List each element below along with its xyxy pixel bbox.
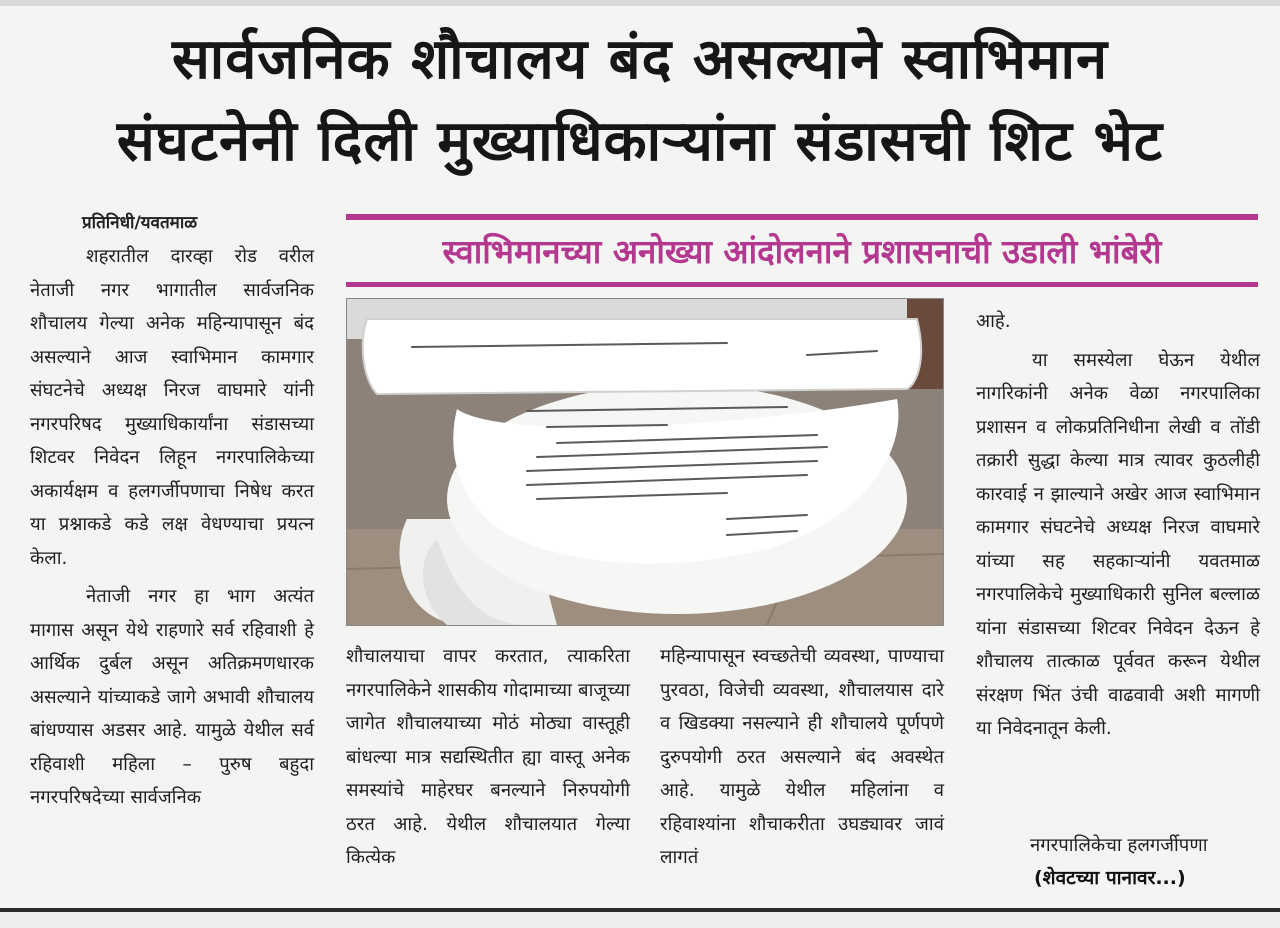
toilet-seat-illustration [347,299,943,625]
column-1-paragraph-2: नेताजी नगर हा भाग अत्यंत मागास असून येथे राहणारे सर्व रहिवाशी हे आर्थिक दुर्बल असून अतिक्रमणधारक असल्याने यांच्याकडे जागे अभावी शौचालय बांधण्यास अडसर आहे. यामुळे येथील सर्व रहिवाशी महिला – पुरुष बहुदा नगरपरिषदेच्या सार्वजनिक [30,586,314,808]
headline-line-2: संघटनेनी दिली मुख्याधिकाऱ्यांना संडासची शिट भेट [116,109,1164,174]
subheadline-top-rule [346,214,1258,220]
byline: प्रतिनिधी/यवतमाळ [82,213,198,233]
headline-line-1: सार्वजनिक शौचालय बंद असल्याने स्वाभिमान [171,27,1109,92]
continued-on-last-page: (शेवटच्या पानावर...) [1034,867,1186,889]
bottom-margin [0,912,1280,928]
subheadline-bottom-rule [346,282,1258,287]
top-edge-rule [0,0,1280,6]
article-column-2: शौचालयाचा वापर करतात, त्याकरिता नगरपालिकेने शासकीय गोदामाच्या बाजूच्या जागेत शौचालयाच्या मोठं मोठ्या वास्तूही बांधल्या मात्र सद्यस्थितीत ह्या वास्तू अनेक समस्यांचे माहेरघर बनल्याने निरुपयोगी ठरत आहे. येथील शौचालयात गेल्या कित्येक [346,646,630,868]
footer-note: नगरपालिकेचा हलगर्जीपणा [1030,835,1208,856]
subheadline: स्वाभिमानच्या अनोख्या आंदोलनाने प्रशासनाची उडाली भांबेरी [442,232,1162,271]
article-column-3: महिन्यापासून स्वच्छतेची व्यवस्था, पाण्याचा पुरवठा, विजेची व्यवस्था, शौचालयास दारे व खिडक्या नसल्याने ही शौचालये पूर्णपणे दुरुपयोगी ठरत असल्याने बंद अवस्थेत आहे. यामुळे येथील महिलांना व रहिवाश्यांना शौचाकरीता उघड्यावर जावं लागतं [660,646,944,868]
article-column-4 [976,305,1260,751]
column-1-paragraph-1: शहरातील दारव्हा रोड वरील नेताजी नगर भागातील सार्वजनिक शौचालय गेल्या अनेक महिन्यापासून बंद असल्याने आज स्वाभिमान कामगार संघटनेचे अध्यक्ष निरज वाघमारे यांनी नगरपरिषद मुख्याधिकार्यांना संडासच्या शिटवर निवेदन लिहून नगरपालिकेच्या अकार्यक्षम व हलगर्जीपणाचा निषेध करत या प्रश्नाकडे कडे लक्ष वेधण्याचा प्रयत्न केला. [30,246,314,569]
column-4-paragraph-2: या समस्येला घेऊन येथील नागरिकांनी अनेक वेळा नगरपालिका प्रशासन व लोकप्रतिनिधीना लेखी व तोंडी तक्रारी सुद्धा केल्या मात्र त्यावर कुठलीही कारवाई न झाल्याने अखेर आज स्वाभिमान कामगार संघटनेचे अध्यक्ष निरज वाघमारे यांच्या सह सहकाऱ्यांनी यवतमाळ नगरपालिकेचे मुख्याधिकारी सुनिल बल्लाळ यांना संडासच्या शिटवर निवेदन देऊन हे शौचालय तात्काळ पूर्ववत करून येथील संरक्षण भिंत उंची वाढवावी अशी मागणी या निवेदनातून केली. [976,349,1260,739]
article-column-1 [30,240,314,820]
column-4-paragraph-1: आहे. [976,311,1011,332]
news-photo-toilet-seat-memorandum [346,298,944,626]
